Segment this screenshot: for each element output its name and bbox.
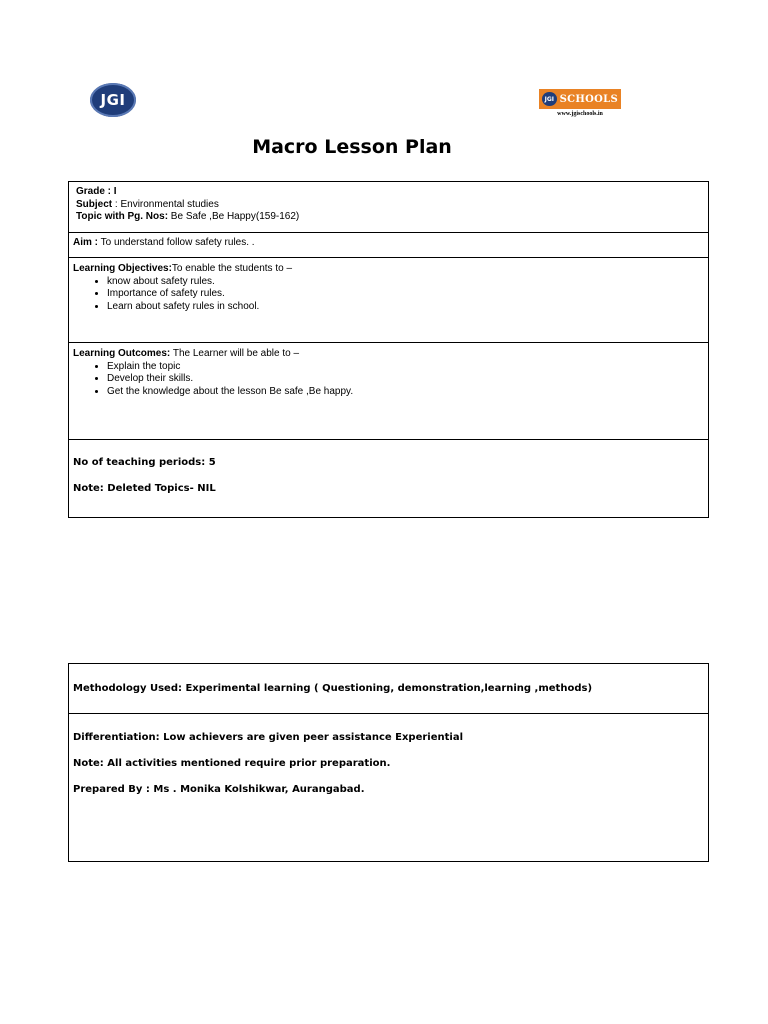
teaching-periods: No of teaching periods: 5 — [73, 457, 216, 468]
differentiation-cell — [69, 714, 709, 862]
outcomes-list — [73, 361, 704, 399]
objective-item: • know about safety rules. — [107, 276, 704, 289]
outcome-item: • Explain the topic — [107, 361, 704, 374]
subject-label: Subject — [76, 198, 113, 210]
methodology-row — [69, 664, 709, 714]
header-cell — [69, 182, 709, 233]
methodology-cell — [69, 664, 709, 714]
aim-value: To understand follow safety rules. . — [98, 237, 255, 248]
subject-value: : Environmental studies — [112, 198, 219, 210]
aim-label: Aim : — [73, 237, 98, 248]
objective-item: • Importance of safety rules. — [107, 288, 704, 301]
aim-cell — [69, 233, 709, 258]
header-row — [69, 182, 709, 233]
aim-row — [69, 233, 709, 258]
methodology-table — [68, 663, 709, 862]
objectives-row — [69, 258, 709, 343]
objectives-cell — [69, 258, 709, 343]
jgi-logo-text: JGI — [100, 91, 126, 109]
subject-line — [76, 199, 704, 212]
methodology-text: Methodology Used: Experimental learning ( Questioning, demonstration,learning ,methods) — [73, 683, 593, 694]
outcome-item: • Develop their skills. — [107, 373, 704, 386]
grade-value: I — [111, 186, 117, 197]
jgi-schools-url: www.jgischools.in — [557, 111, 603, 117]
topic-line — [76, 211, 704, 224]
outcomes-cell — [69, 343, 709, 440]
prepared-by: Prepared By : Ms . Monika Kolshikwar, Aurangabad. — [73, 784, 365, 795]
grade-line — [76, 186, 704, 199]
jgi-schools-badge: JGI — [542, 92, 557, 106]
lesson-plan-table — [68, 181, 709, 518]
outcomes-intro: The Learner will be able to – — [170, 348, 300, 359]
topic-label: Topic with Pg. Nos: — [76, 211, 169, 222]
grade-label: Grade : — [76, 186, 112, 197]
jgi-schools-wordmark: SCHOOLS — [559, 93, 618, 105]
objectives-label: Learning Objectives: — [73, 263, 172, 274]
outcomes-row — [69, 343, 709, 440]
differentiation-row — [69, 714, 709, 862]
jgi-logo — [90, 83, 136, 117]
aim-line — [73, 237, 704, 250]
periods-cell — [69, 440, 709, 518]
differentiation-text: Differentiation: Low achievers are given peer assistance Experiential — [73, 732, 464, 743]
deleted-topics: Note: Deleted Topics- NIL — [73, 483, 216, 494]
outcomes-label: Learning Outcomes: — [73, 348, 171, 359]
preparation-note: Note: All activities mentioned require prior preparation. — [73, 758, 391, 769]
jgi-schools-logo — [539, 89, 621, 117]
outcomes-heading — [73, 348, 704, 361]
topic-value: Be Safe ,Be Happy(159-162) — [168, 211, 300, 222]
jgi-schools-logo-bar — [539, 89, 621, 109]
periods-row — [69, 440, 709, 518]
outcome-item: • Get the knowledge about the lesson Be safe ,Be happy. — [107, 386, 704, 399]
objectives-heading — [73, 263, 704, 276]
objectives-list — [73, 276, 704, 314]
objective-item: • Learn about safety rules in school. — [107, 301, 704, 314]
objectives-intro: To enable the students to – — [171, 263, 293, 274]
page-title: Macro Lesson Plan — [252, 136, 452, 158]
